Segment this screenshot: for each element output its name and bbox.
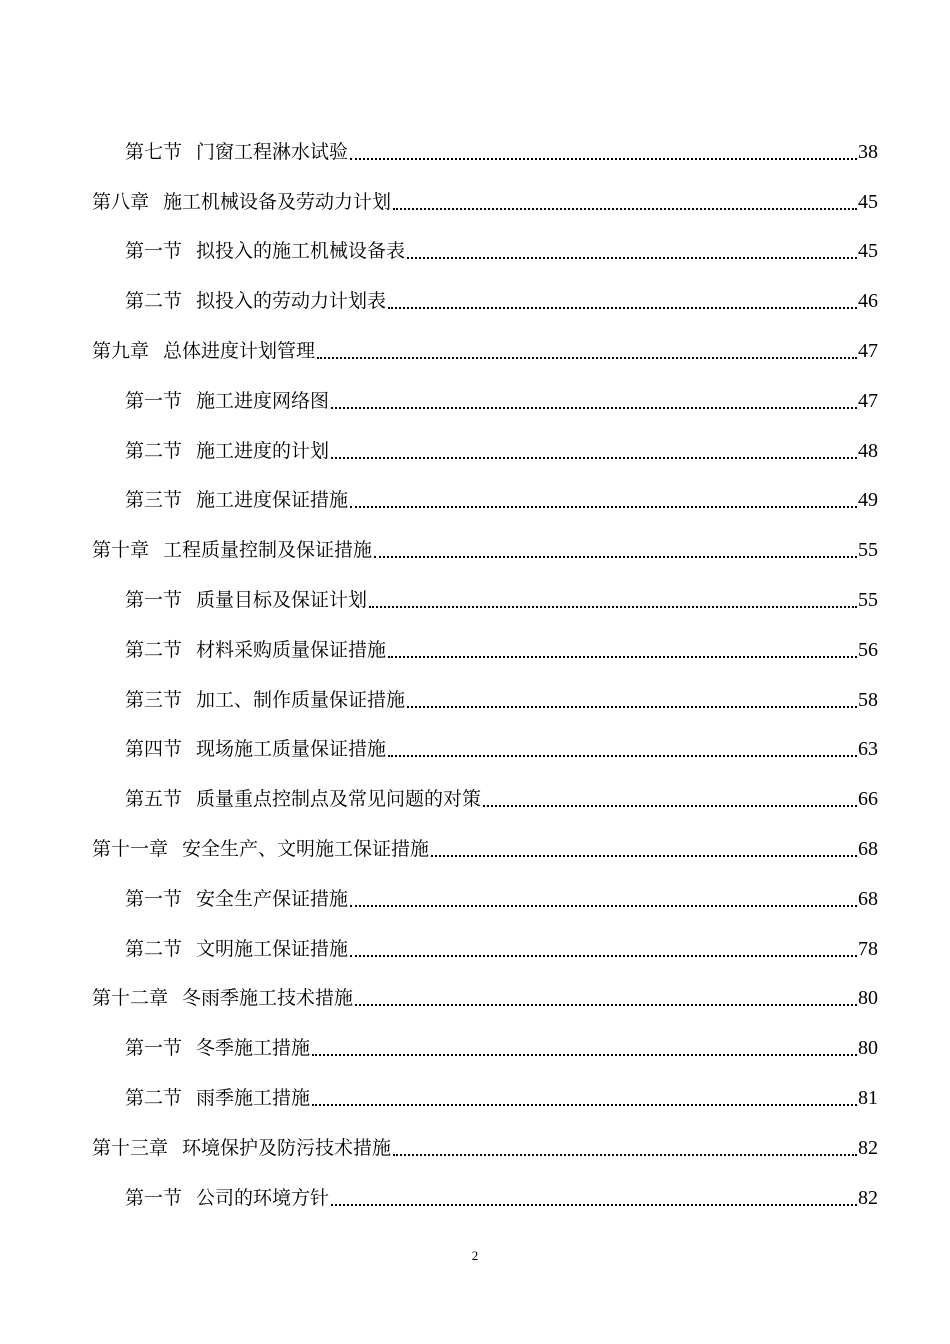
toc-entry-text: 拟投入的施工机械设备表 xyxy=(196,240,406,263)
toc-entry[interactable] xyxy=(0,774,950,824)
toc-entry-label: 第三节 xyxy=(125,688,183,711)
toc-entry-title xyxy=(125,281,386,321)
toc-entry-text: 门窗工程淋水试验 xyxy=(196,140,349,163)
toc-entry-label: 第二节 xyxy=(125,937,183,960)
toc-entry-text: 安全生产、文明施工保证措施 xyxy=(182,838,430,861)
toc-page-number: 82 xyxy=(858,1186,878,1209)
toc-entry-title xyxy=(125,779,481,819)
toc-entry-title xyxy=(92,182,391,222)
dot-leader xyxy=(393,182,857,222)
toc-entry[interactable] xyxy=(0,1173,950,1223)
dot-leader xyxy=(350,480,857,520)
dot-leader xyxy=(388,281,857,321)
toc-entry-text: 雨季施工措施 xyxy=(196,1087,311,1110)
toc-entry[interactable] xyxy=(0,575,950,625)
toc-entry-label: 第二节 xyxy=(125,290,183,313)
dot-leader xyxy=(374,530,857,570)
toc-page-number: 55 xyxy=(858,589,878,612)
toc-entry-label: 第一节 xyxy=(125,389,183,412)
toc-page-number: 45 xyxy=(858,190,878,213)
table-of-contents xyxy=(0,127,950,1223)
toc-entry-label: 第一节 xyxy=(125,887,183,910)
toc-entry-label: 第一节 xyxy=(125,1037,183,1060)
dot-leader xyxy=(431,829,857,869)
dot-leader xyxy=(331,1178,857,1218)
toc-page-number: 66 xyxy=(858,788,878,811)
toc-page-number: 82 xyxy=(858,1136,878,1159)
toc-entry-title xyxy=(125,132,348,172)
dot-leader xyxy=(407,231,857,271)
toc-entry[interactable] xyxy=(0,127,950,177)
toc-entry-text: 冬季施工措施 xyxy=(196,1037,311,1060)
toc-entry-label: 第一节 xyxy=(125,589,183,612)
toc-entry-label: 第二节 xyxy=(125,439,183,462)
toc-entry-label: 第十三章 xyxy=(92,1136,169,1159)
toc-entry-label: 第八章 xyxy=(92,190,150,213)
toc-entry-text: 工程质量控制及保证措施 xyxy=(163,539,373,562)
toc-entry-label: 第七节 xyxy=(125,140,183,163)
toc-entry-label: 第九章 xyxy=(92,340,150,363)
toc-page-number: 80 xyxy=(858,987,878,1010)
toc-entry-title xyxy=(92,978,353,1018)
toc-entry-label: 第一节 xyxy=(125,240,183,263)
toc-entry-title xyxy=(125,431,329,471)
toc-entry[interactable] xyxy=(0,974,950,1024)
toc-entry-title xyxy=(125,630,386,670)
toc-entry-text: 质量重点控制点及常见问题的对策 xyxy=(196,788,482,811)
toc-entry[interactable] xyxy=(0,1123,950,1173)
toc-entry-title xyxy=(125,680,405,720)
toc-page-number: 78 xyxy=(858,937,878,960)
toc-entry[interactable] xyxy=(0,924,950,974)
dot-leader xyxy=(369,580,857,620)
toc-entry[interactable] xyxy=(0,824,950,874)
toc-entry-text: 安全生产保证措施 xyxy=(196,887,349,910)
footer-page-number: 2 xyxy=(471,1248,479,1263)
toc-entry[interactable] xyxy=(0,1073,950,1123)
toc-entry[interactable] xyxy=(0,426,950,476)
toc-entry[interactable] xyxy=(0,227,950,277)
toc-entry-title xyxy=(125,580,367,620)
toc-entry-text: 加工、制作质量保证措施 xyxy=(196,688,406,711)
dot-leader xyxy=(331,431,857,471)
toc-entry-title xyxy=(125,879,348,919)
toc-entry-title xyxy=(125,729,386,769)
toc-entry-text: 环境保护及防污技术措施 xyxy=(182,1136,392,1159)
dot-leader xyxy=(393,1128,857,1168)
toc-entry-text: 施工进度网络图 xyxy=(196,389,330,412)
toc-entry[interactable] xyxy=(0,177,950,227)
toc-page-number: 47 xyxy=(858,340,878,363)
toc-entry[interactable] xyxy=(0,625,950,675)
toc-entry-text: 文明施工保证措施 xyxy=(196,937,349,960)
toc-entry-title xyxy=(125,1078,310,1118)
dot-leader xyxy=(312,1028,857,1068)
toc-page-number: 68 xyxy=(858,887,878,910)
dot-leader xyxy=(355,978,857,1018)
toc-entry-title xyxy=(125,1178,329,1218)
toc-page-number: 80 xyxy=(858,1037,878,1060)
toc-page-number: 63 xyxy=(858,738,878,761)
dot-leader xyxy=(407,680,857,720)
toc-entry-title xyxy=(125,929,348,969)
toc-page-number: 48 xyxy=(858,439,878,462)
toc-page-number: 56 xyxy=(858,638,878,661)
toc-entry[interactable] xyxy=(0,376,950,426)
toc-page-number: 47 xyxy=(858,389,878,412)
toc-entry-text: 施工进度保证措施 xyxy=(196,489,349,512)
dot-leader xyxy=(350,132,857,172)
toc-entry-label: 第二节 xyxy=(125,1087,183,1110)
dot-leader xyxy=(312,1078,857,1118)
toc-entry-title xyxy=(92,331,315,371)
toc-entry[interactable] xyxy=(0,1023,950,1073)
toc-page-number: 49 xyxy=(858,489,878,512)
toc-entry[interactable] xyxy=(0,874,950,924)
toc-entry[interactable] xyxy=(0,525,950,575)
toc-entry-title xyxy=(92,530,372,570)
toc-entry-title xyxy=(125,231,405,271)
dot-leader xyxy=(350,879,857,919)
toc-entry-label: 第一节 xyxy=(125,1186,183,1209)
dot-leader xyxy=(388,729,857,769)
toc-entry-label: 第十二章 xyxy=(92,987,169,1010)
dot-leader xyxy=(483,779,857,819)
toc-page-number: 58 xyxy=(858,688,878,711)
toc-page-number: 68 xyxy=(858,838,878,861)
toc-entry-title xyxy=(92,829,429,869)
toc-entry-label: 第五节 xyxy=(125,788,183,811)
toc-entry-text: 材料采购质量保证措施 xyxy=(196,638,387,661)
toc-entry-text: 施工机械设备及劳动力计划 xyxy=(163,190,392,213)
toc-page-number: 81 xyxy=(858,1087,878,1110)
toc-entry[interactable] xyxy=(0,276,950,326)
toc-entry-text: 冬雨季施工技术措施 xyxy=(182,987,354,1010)
toc-entry-text: 总体进度计划管理 xyxy=(163,340,316,363)
toc-page-number: 38 xyxy=(858,140,878,163)
toc-page-number: 46 xyxy=(858,290,878,313)
toc-entry-text: 现场施工质量保证措施 xyxy=(196,738,387,761)
toc-entry-label: 第四节 xyxy=(125,738,183,761)
toc-entry-title xyxy=(125,381,329,421)
toc-entry-title xyxy=(92,1128,391,1168)
toc-page-number: 45 xyxy=(858,240,878,263)
toc-entry[interactable] xyxy=(0,476,950,526)
toc-entry-label: 第十章 xyxy=(92,539,150,562)
toc-entry-label: 第三节 xyxy=(125,489,183,512)
dot-leader xyxy=(331,381,857,421)
toc-entry[interactable] xyxy=(0,725,950,775)
toc-entry-title xyxy=(125,480,348,520)
dot-leader xyxy=(317,331,857,371)
toc-entry-title xyxy=(125,1028,310,1068)
toc-entry[interactable] xyxy=(0,326,950,376)
toc-entry-label: 第十一章 xyxy=(92,838,169,861)
toc-entry-text: 施工进度的计划 xyxy=(196,439,330,462)
toc-entry-text: 公司的环境方针 xyxy=(196,1186,330,1209)
dot-leader xyxy=(388,630,857,670)
dot-leader xyxy=(350,929,857,969)
toc-entry-label: 第二节 xyxy=(125,638,183,661)
toc-entry-text: 拟投入的劳动力计划表 xyxy=(196,290,387,313)
toc-entry[interactable] xyxy=(0,675,950,725)
toc-page-number: 55 xyxy=(858,539,878,562)
toc-entry-text: 质量目标及保证计划 xyxy=(196,589,368,612)
